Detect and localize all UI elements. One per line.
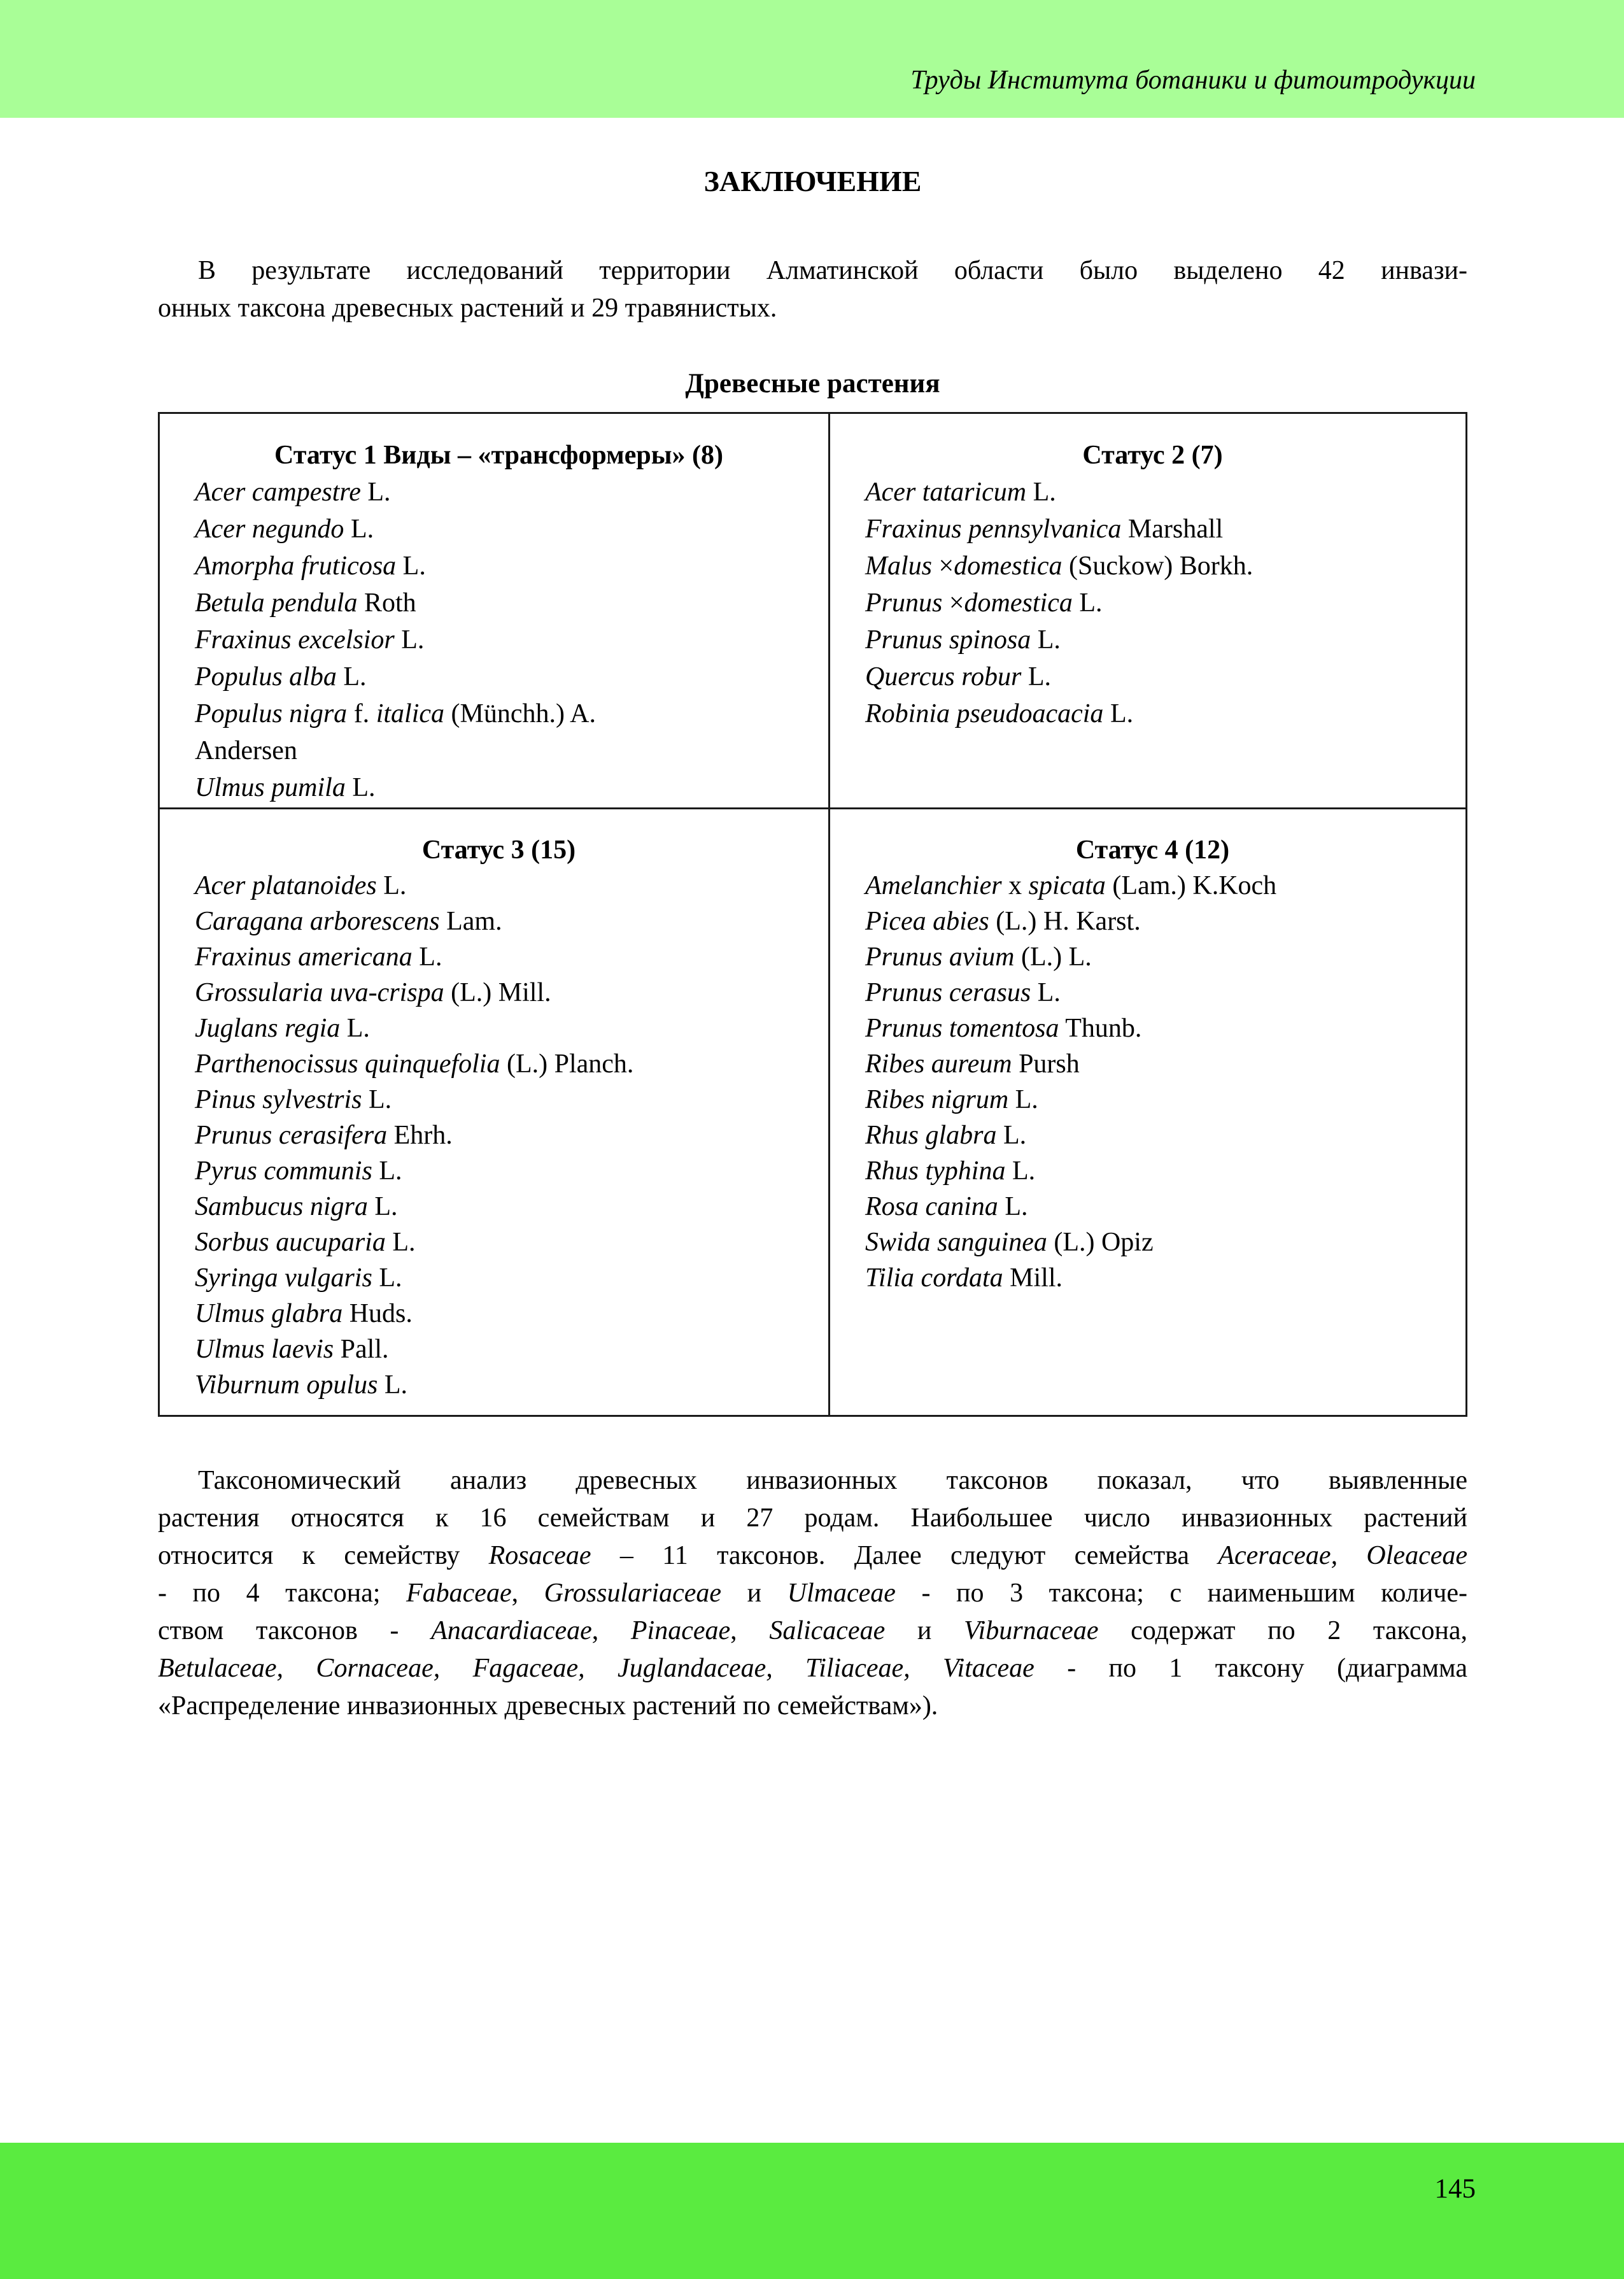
species-name-italic: Pinus sylvestris (195, 1085, 362, 1114)
plain-text: содержат по 2 таксона, (1098, 1616, 1468, 1645)
species-name-italic: Betula pendula (195, 588, 358, 618)
species-item (195, 621, 803, 658)
species-item (195, 548, 803, 585)
paragraph-line (158, 1462, 1467, 1500)
plain-text: L. (1008, 1085, 1038, 1114)
plain-text: В результате исследований территории Алматинской области было выделено 42 инвази- (198, 256, 1467, 285)
plain-text: L. (1026, 478, 1056, 507)
species-item (195, 939, 803, 975)
species-name-italic: Ulmus glabra (195, 1299, 343, 1328)
plain-text: (L.) Mill. (444, 978, 551, 1007)
species-name-italic: Populus nigra (195, 699, 348, 728)
species-name-italic: Acer negundo (195, 515, 344, 544)
plain-text: L. (1021, 662, 1052, 692)
plain-text: (L.) Opiz (1047, 1228, 1154, 1257)
species-item (865, 1118, 1440, 1153)
species-item (195, 1225, 803, 1260)
species-name-italic: Sorbus aucuparia (195, 1228, 386, 1257)
plain-text: L. (394, 625, 425, 655)
paragraph-line (158, 252, 1467, 290)
species-name-italic: Amelanchier (865, 871, 1002, 900)
status-1-header: Статус 1 Виды – «трансформеры» (8) (274, 441, 723, 470)
plain-text: L. (362, 1085, 392, 1114)
species-item (195, 511, 803, 548)
paragraph-line (158, 1687, 1467, 1725)
species-name-italic: Betulaceae, Cornaceae, Fagaceae, Juglandaceae, Tiliaceae, Vitaceae (158, 1654, 1034, 1683)
species-name-italic: domestica (964, 588, 1073, 618)
species-name-italic: Sambucus nigra (195, 1192, 368, 1221)
plain-text: (Suckow) Borkh. (1062, 551, 1253, 581)
species-item (865, 939, 1440, 975)
plain-text: Mill. (1003, 1263, 1063, 1293)
plain-text: L. (344, 515, 374, 544)
species-item (865, 1082, 1440, 1118)
plain-text: L. (1005, 1156, 1036, 1186)
paragraph-line (158, 1612, 1467, 1650)
paragraph-line (158, 290, 1467, 327)
species-item (195, 1331, 803, 1367)
table-cell-status-2 (830, 414, 1465, 809)
plain-text: × (949, 588, 964, 618)
plain-text: L. (396, 551, 426, 581)
species-item (865, 548, 1440, 585)
status-2-header: Статус 2 (7) (1082, 441, 1223, 470)
plain-text: L. (412, 942, 442, 972)
plain-text: Pall. (334, 1335, 389, 1364)
plain-text: x (1001, 871, 1029, 900)
plain-text: Таксономический анализ древесных инвазионных таксонов показал, что выявленные (198, 1466, 1467, 1495)
plain-text: Marshall (1121, 515, 1224, 544)
species-item (195, 1118, 803, 1153)
plain-text: – 11 таксонов. Далее следуют семейства (591, 1541, 1218, 1570)
plain-text: - по 3 таксона; с наименьшим количе- (895, 1579, 1467, 1608)
plain-text: ством таксонов - (158, 1616, 432, 1645)
species-item (195, 769, 803, 806)
species-item (195, 1367, 803, 1403)
species-name-italic: Grossulariaceae (544, 1579, 722, 1608)
species-name-italic: Ulmus laevis (195, 1335, 334, 1364)
species-name-italic: Swida sanguinea (865, 1228, 1047, 1257)
species-name-italic: Fraxinus excelsior (195, 625, 395, 655)
plain-text: (L.) Planch. (500, 1049, 634, 1079)
species-name-italic: Ribes nigrum (865, 1085, 1009, 1114)
species-name-italic: Fraxinus pennsylvanica (865, 515, 1122, 544)
species-name-italic: Caragana arborescens (195, 907, 440, 936)
table-cell-status-1 (160, 414, 830, 809)
species-item (195, 975, 803, 1011)
conclusion-heading: ЗАКЛЮЧЕНИЕ (703, 165, 922, 197)
species-name-italic: Anacardiaceae (431, 1616, 592, 1645)
plain-text: растения относятся к 16 семействам и 27 родам. Наибольшее число инвазионных растений (158, 1503, 1467, 1533)
species-name-italic: Viburnaceae (963, 1616, 1099, 1645)
species-item (195, 1011, 803, 1046)
species-item (865, 1225, 1440, 1260)
species-name-italic: Rhus glabra (865, 1121, 997, 1150)
plain-text: L. (1103, 699, 1134, 728)
plain-text: Roth (357, 588, 416, 618)
species-item (865, 1260, 1440, 1296)
species-name-italic: spicata (1028, 871, 1106, 900)
species-item (865, 621, 1440, 658)
plain-text: L. (336, 662, 367, 692)
plain-text: f. (347, 699, 376, 728)
species-item (195, 1260, 803, 1296)
species-item (195, 868, 803, 904)
plain-text: L. (372, 1263, 402, 1293)
species-name-italic: Salicaceae (769, 1616, 886, 1645)
plain-text: , (730, 1616, 770, 1645)
status-3-header: Статус 3 (15) (421, 835, 576, 865)
species-name-italic: Quercus robur (865, 662, 1022, 692)
plain-text: L. (367, 1192, 398, 1221)
plain-text: онных таксона древесных растений и 29 травянистых. (158, 294, 777, 323)
plain-text: × (938, 551, 954, 581)
analysis-paragraph (158, 1462, 1467, 1725)
table-cell-status-3 (160, 809, 830, 1415)
species-name-italic: Grossularia uva-crispa (195, 978, 444, 1007)
page-footer-band (0, 2143, 1624, 2279)
species-name-italic: Acer campestre (195, 478, 361, 507)
species-name-italic: Aceraceae, Oleaceae (1218, 1541, 1467, 1570)
species-item (195, 585, 803, 621)
plain-text: и (721, 1579, 787, 1608)
species-name-italic: Juglans regia (195, 1014, 341, 1043)
species-name-italic: Populus alba (195, 662, 337, 692)
status-4-species-list (865, 868, 1440, 1296)
plain-text: L. (1031, 978, 1061, 1007)
species-name-italic: Syringa vulgaris (195, 1263, 372, 1293)
species-name-italic: Ulmus pumila (195, 773, 346, 802)
species-item (195, 1153, 803, 1189)
journal-title: Труды Института ботаники и фитоитродукции (910, 66, 1476, 95)
plain-text: L. (385, 1228, 416, 1257)
plain-text: L. (376, 871, 407, 900)
species-name-italic: Tilia cordata (865, 1263, 1003, 1293)
species-name-italic: Prunus tomentosa (865, 1014, 1059, 1043)
species-item (195, 474, 803, 511)
species-item (195, 1296, 803, 1331)
plain-text: Thunb. (1059, 1014, 1142, 1043)
species-name-italic: italica (376, 699, 445, 728)
page-header-band (0, 0, 1624, 118)
plain-text: (L.) L. (1014, 942, 1092, 972)
plain-text: Andersen (195, 736, 297, 765)
plain-text: Lam. (439, 907, 502, 936)
species-item (865, 658, 1440, 695)
species-item (865, 1046, 1440, 1082)
paragraph-line (158, 1537, 1467, 1575)
table-cell-status-4 (830, 809, 1465, 1415)
species-name-italic: Rosa canina (865, 1192, 998, 1221)
species-item (865, 1189, 1440, 1225)
species-name-italic: Pinaceae (630, 1616, 731, 1645)
species-name-italic: Fabaceae (406, 1579, 512, 1608)
plain-text: - по 4 таксона; (158, 1579, 406, 1608)
species-name-italic: Prunus (865, 588, 949, 618)
plain-text: (Münchh.) A. (444, 699, 596, 728)
plain-text: и (885, 1616, 964, 1645)
species-item (865, 1011, 1440, 1046)
species-name-italic: Rhus typhina (865, 1156, 1006, 1186)
species-name-italic: domestica (954, 551, 1063, 581)
species-item (195, 658, 803, 695)
species-item (195, 904, 803, 939)
species-name-italic: Fraxinus americana (195, 942, 413, 972)
species-name-italic: Robinia pseudoacacia (865, 699, 1104, 728)
plain-text: Ehrh. (387, 1121, 453, 1150)
paragraph-line (158, 1575, 1467, 1612)
plain-text: , (591, 1616, 631, 1645)
plain-text: L. (340, 1014, 370, 1043)
species-name-italic: Picea abies (865, 907, 989, 936)
plain-text: «Распределение инвазионных древесных растений по семействам»). (158, 1691, 938, 1721)
plain-text: (Lam.) K.Koch (1105, 871, 1277, 900)
plain-text: (L.) H. Karst. (989, 907, 1141, 936)
plain-text: L. (1072, 588, 1103, 618)
species-name-italic: Ribes aureum (865, 1049, 1012, 1079)
species-item (865, 868, 1440, 904)
plain-text: L. (998, 1192, 1028, 1221)
plain-text: L. (345, 773, 376, 802)
species-name-italic: Amorpha fruticosa (195, 551, 397, 581)
species-name-italic: Pyrus communis (195, 1156, 372, 1186)
plain-text: , (511, 1579, 544, 1608)
paragraph-line (158, 1650, 1467, 1687)
species-name-italic: Viburnum opulus (195, 1370, 378, 1400)
species-item (865, 1153, 1440, 1189)
species-name-italic: Acer platanoides (195, 871, 377, 900)
plain-text: L. (1031, 625, 1061, 655)
species-item (195, 1046, 803, 1082)
plain-text: относится к семейству (158, 1541, 489, 1570)
plain-text: L. (372, 1156, 402, 1186)
species-item (865, 474, 1440, 511)
species-name-italic: Rosaceae (488, 1541, 591, 1570)
species-name-italic: Ulmaceae (787, 1579, 896, 1608)
species-name-italic: Parthenocissus quinquefolia (195, 1049, 500, 1079)
species-item (195, 1189, 803, 1225)
species-name-italic: Prunus spinosa (865, 625, 1031, 655)
plain-text: L. (360, 478, 391, 507)
species-item (865, 511, 1440, 548)
species-item (865, 695, 1440, 732)
page-number: 145 (1434, 2174, 1476, 2204)
species-name-italic: Malus (865, 551, 939, 581)
plain-text: Huds. (342, 1299, 413, 1328)
species-name-italic: Prunus cerasus (865, 978, 1031, 1007)
status-3-species-list (195, 868, 803, 1403)
status-1-species-list (195, 474, 803, 806)
woody-species-table (158, 412, 1467, 1417)
section-heading: Древесные растения (685, 369, 940, 399)
species-name-italic: Prunus avium (865, 942, 1015, 972)
plain-text: L. (378, 1370, 408, 1400)
intro-paragraph (158, 252, 1467, 327)
plain-text: L. (996, 1121, 1027, 1150)
species-name-italic: Prunus cerasifera (195, 1121, 388, 1150)
species-name-italic: Acer tataricum (865, 478, 1027, 507)
plain-text: - по 1 таксону (диаграмма (1034, 1654, 1467, 1683)
species-item (195, 695, 803, 769)
species-item (865, 585, 1440, 621)
paragraph-line (158, 1500, 1467, 1537)
species-item (865, 975, 1440, 1011)
species-item (865, 904, 1440, 939)
species-item (195, 1082, 803, 1118)
status-2-species-list (865, 474, 1440, 732)
plain-text: Pursh (1012, 1049, 1080, 1079)
status-4-header: Статус 4 (12) (1075, 835, 1230, 865)
